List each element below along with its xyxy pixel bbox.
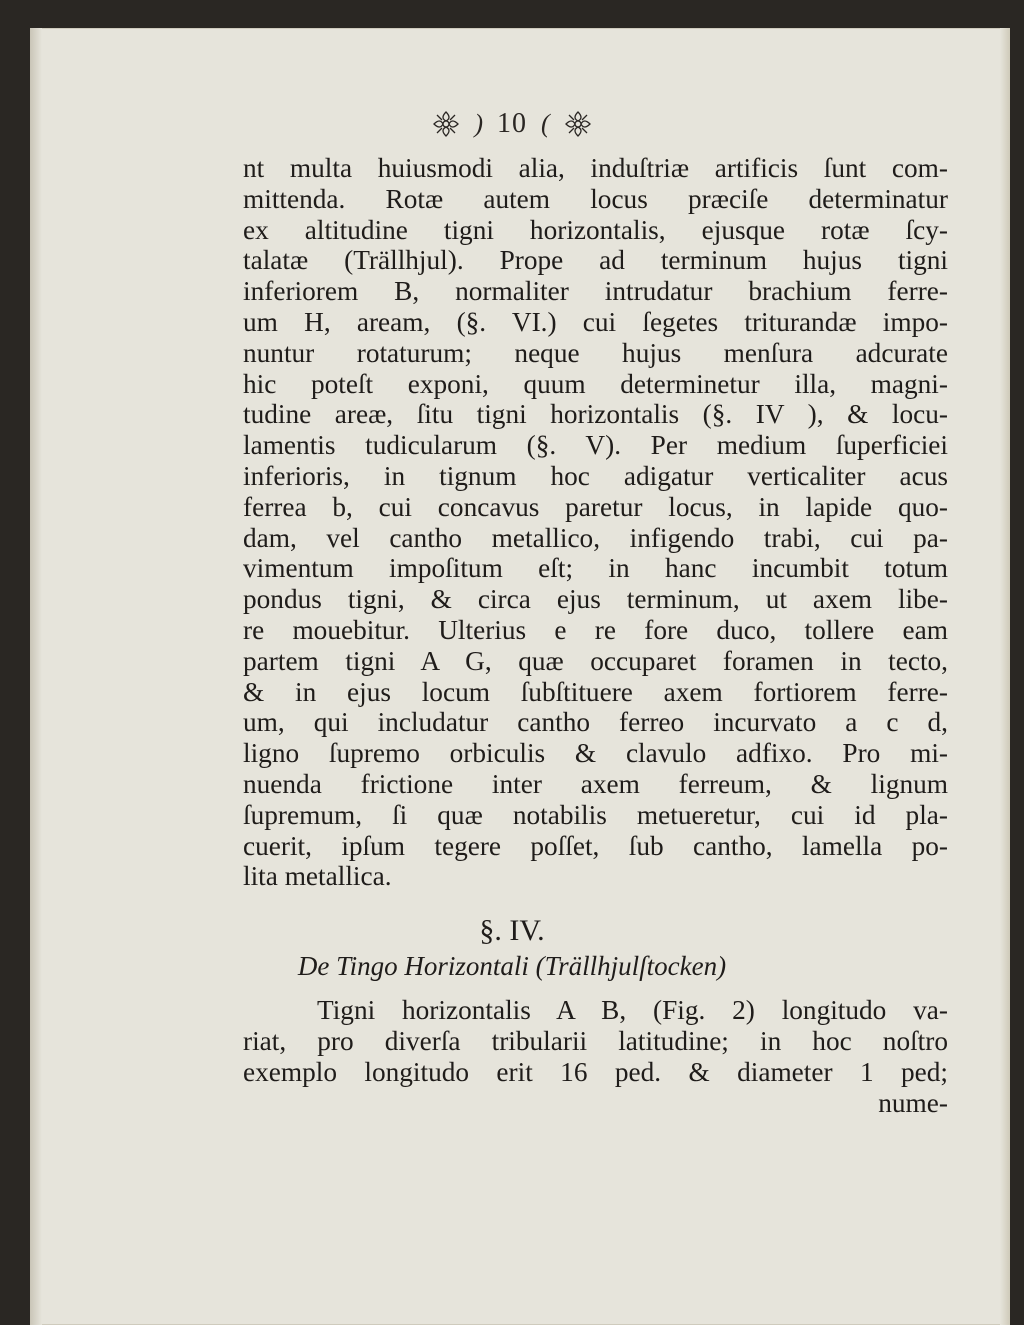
body-paragraph-1: [243, 153, 948, 892]
text-line: hic poteſt exponi, quum determinetur illa, magni-: [243, 368, 948, 399]
text-line: inferioris, in tignum hoc adigatur verticaliter acus: [243, 460, 948, 491]
text-line: partem tigni A G, quæ occuparet foramen in tecto,: [243, 645, 948, 676]
text-line: inferiorem B, normaliter intrudatur brachium ferre-: [243, 276, 948, 307]
fleuron-left-icon: [432, 110, 460, 138]
catchword: nume-: [878, 1088, 948, 1118]
text-line: re mouebitur. Ulterius e re fore duco, tollere eam: [243, 614, 948, 645]
header-paren-right: (: [541, 109, 550, 138]
text-line: dam, vel cantho metallico, infigendo trabi, cui pa-: [243, 522, 948, 553]
text-line: um, qui includatur cantho ferreo incurvato a c d,: [243, 707, 948, 738]
text-line: ſupremum, ſi quæ notabilis metueretur, cui id pla-: [243, 799, 948, 830]
text-line: ferrea b, cui concavus paretur locus, in lapide quo-: [243, 491, 948, 522]
text-line: nuenda frictione inter axem ferreum, & lignum: [243, 768, 948, 799]
text-line: nt multa huiusmodi alia, induſtriæ artificis ſunt com-: [243, 153, 948, 183]
text-line: vimentum impoſitum eſt; in hanc incumbit totum: [243, 553, 948, 584]
text-line: ex altitudine tigni horizontalis, ejusque rotæ ſcy-: [243, 214, 948, 245]
text-line: exemplo longitudo erit 16 ped. & diameter 1 ped;: [243, 1057, 948, 1087]
page-edge: [1000, 28, 1010, 1325]
text-line: riat, pro diverſa tribularii latitudine; in hoc noſtro: [243, 1026, 948, 1056]
text-line: & in ejus locum ſubſtituere axem fortiorem ferre-: [243, 676, 948, 707]
page-number: 10: [497, 108, 527, 139]
text-line: lamentis tudicularum (§. V). Per medium ſuperficiei: [243, 430, 948, 461]
text-line: nuntur rotaturum; neque hujus menſura adcurate: [243, 337, 948, 368]
text-line: Tigni horizontalis A B, (Fig. 2) longitudo va-: [317, 995, 948, 1025]
header-paren-left: ): [474, 109, 483, 138]
body-paragraph-2: [243, 995, 948, 1119]
section-subheading: De Tingo Horizontali (Trällhjulſtocken): [297, 951, 727, 981]
text-line: tudine areæ, ſitu tigni horizontalis (§. IV ), & locu-: [243, 399, 948, 430]
text-line: cuerit, ipſum tegere poſſet, ſub cantho, lamella po-: [243, 830, 948, 861]
section-heading: §. IV.: [479, 914, 545, 947]
text-line: um H, aream, (§. VI.) cui ſegetes triturandæ impo-: [243, 306, 948, 337]
text-line: mittenda. Rotæ autem locus præciſe determinatur: [243, 183, 948, 214]
text-line: ligno ſupremo orbiculis & clavulo adfixo. Pro mi-: [243, 738, 948, 769]
text-line: talatæ (Trällhjul). Prope ad terminum hujus tigni: [243, 245, 948, 276]
page-gutter-shadow: [30, 28, 42, 1325]
page-header: [0, 104, 1024, 144]
text-line: lita metallica.: [243, 861, 392, 892]
text-line: pondus tigni, & circa ejus terminum, ut axem libe-: [243, 584, 948, 615]
fleuron-right-icon: [564, 110, 592, 138]
